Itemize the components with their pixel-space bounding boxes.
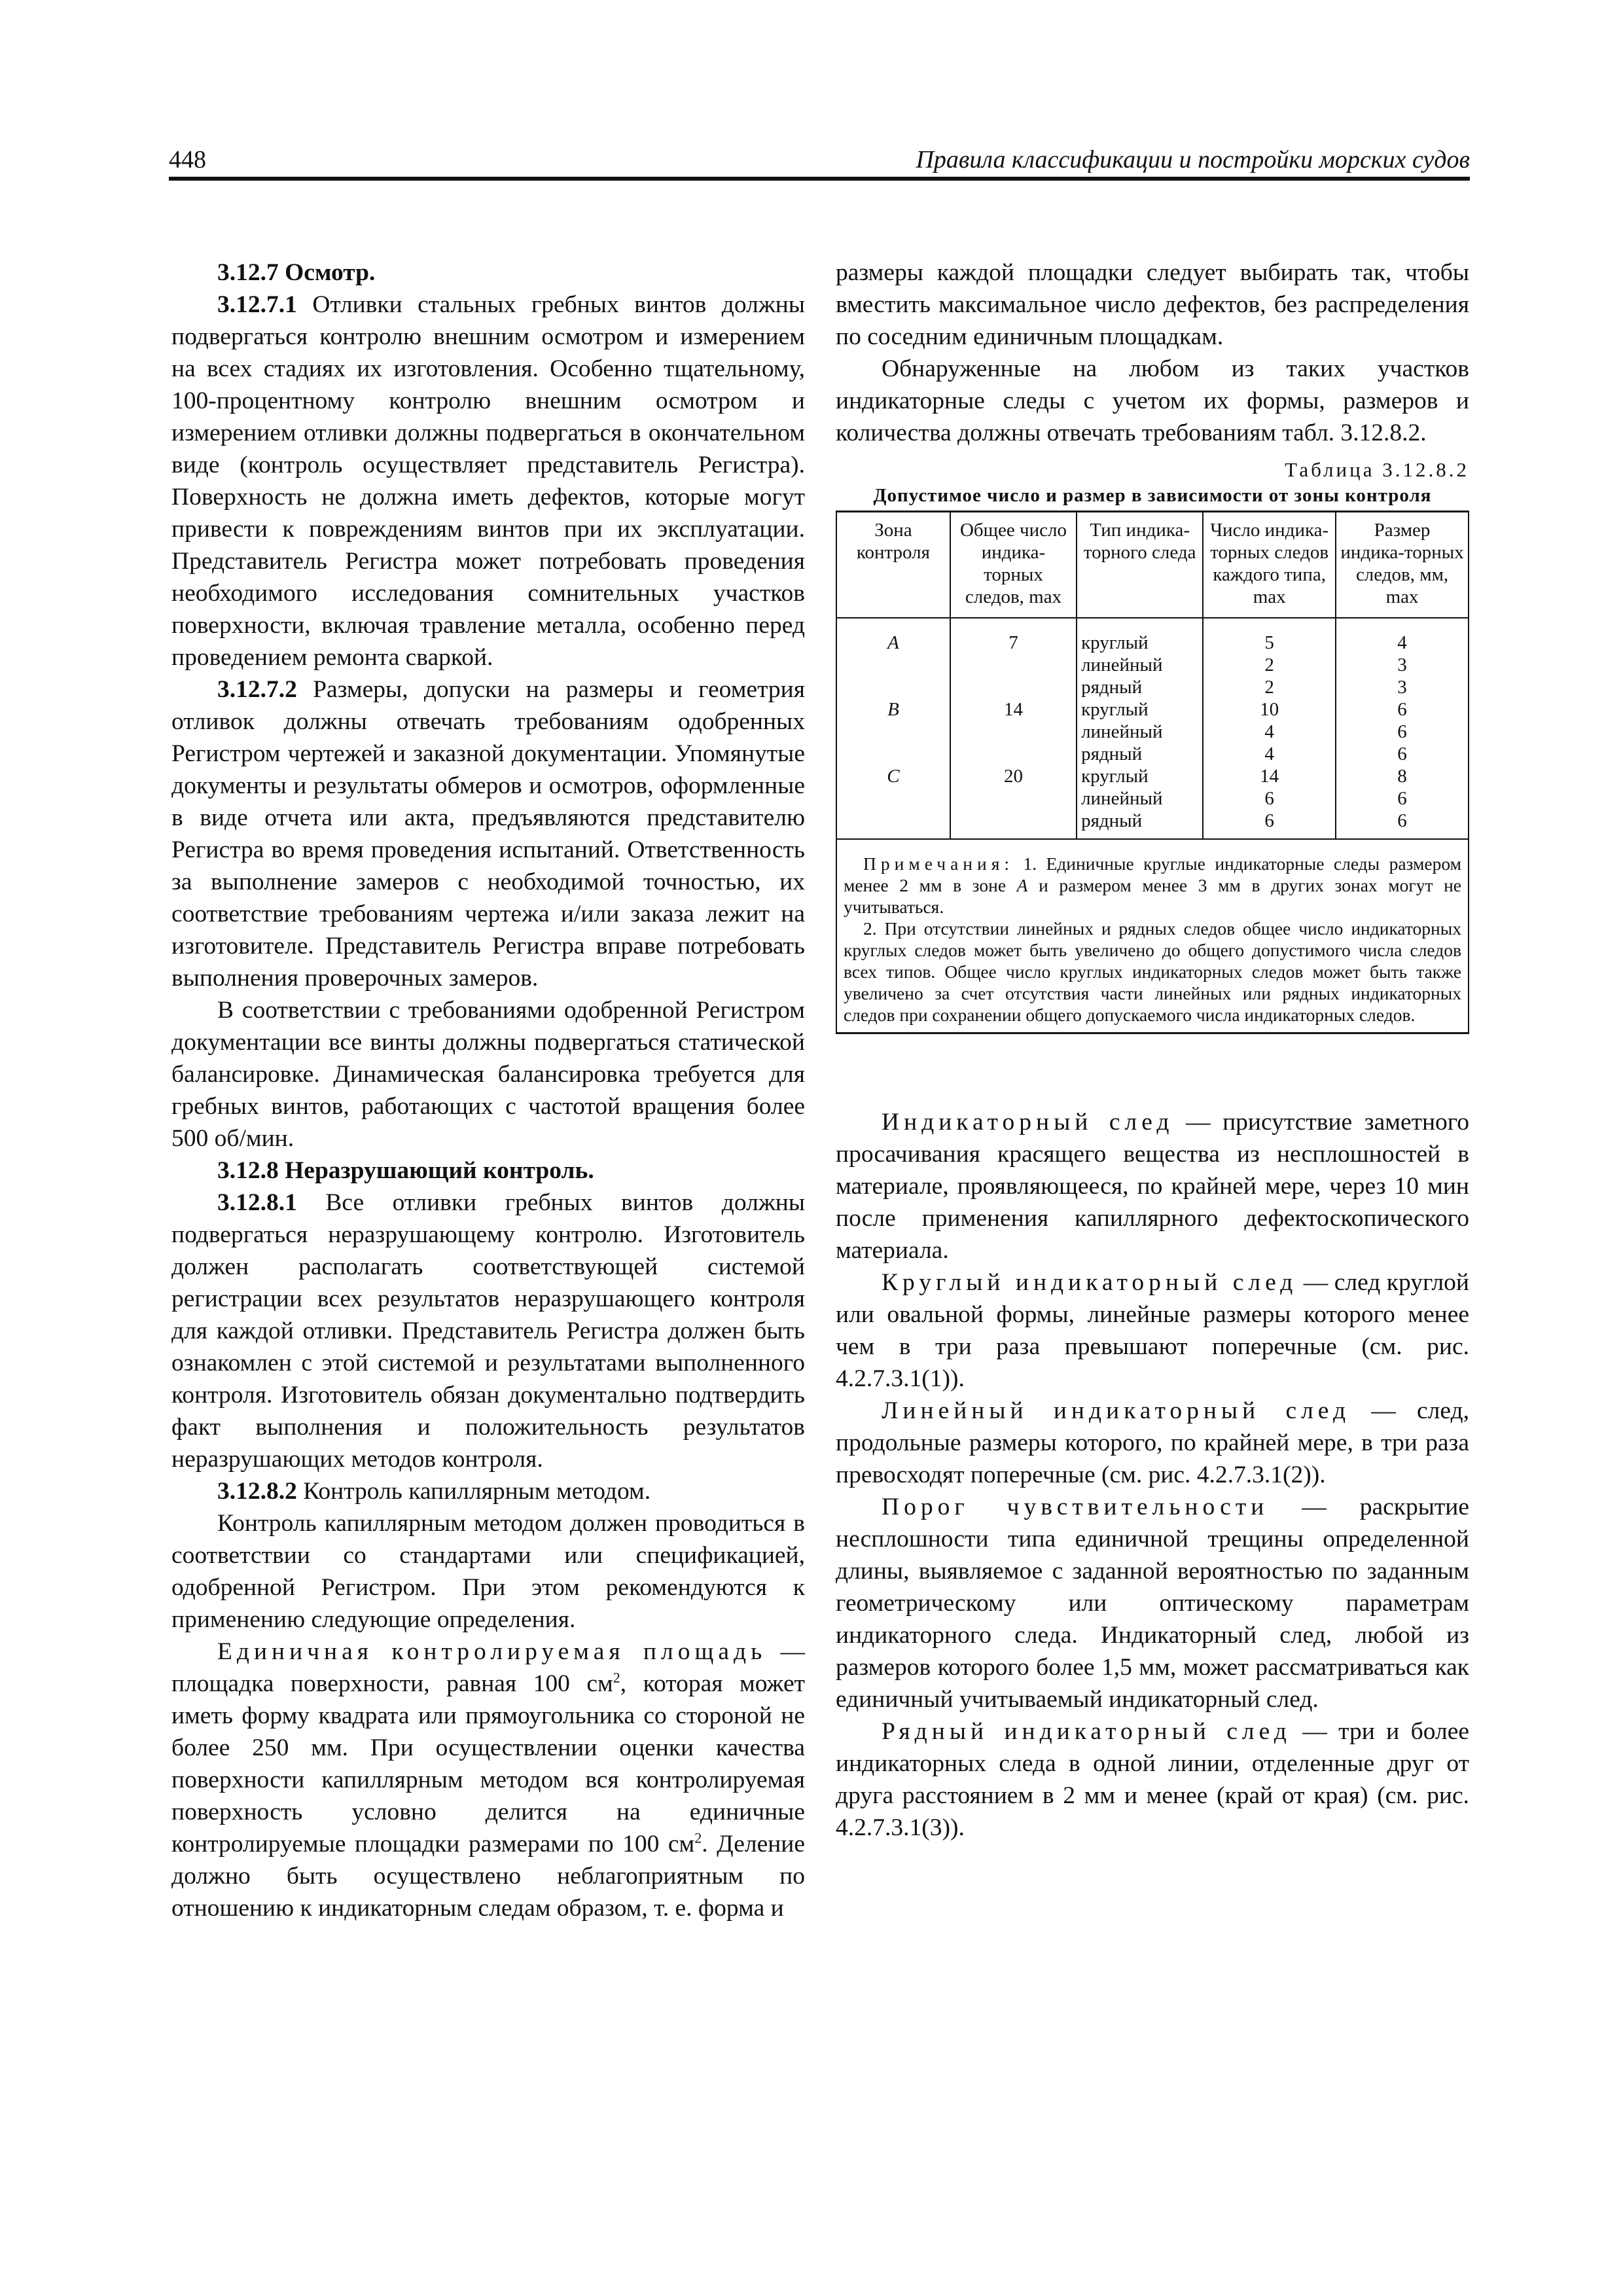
paragraph-text: Контроль капиллярным методом. bbox=[296, 1478, 651, 1505]
clause-number: 3.12.8.2 bbox=[217, 1478, 297, 1505]
paragraph-3-12-8-1 bbox=[171, 1187, 805, 1475]
table-row bbox=[836, 743, 1469, 765]
running-title: Правила классификации и постройки морских судов bbox=[916, 146, 1470, 173]
paragraph-text: Все отливки гребных винтов должны подвергаться неразрушающему контролю. Изготовитель должен располагать соответствующей системой регистрации всех результатов неразрушающего контроля для каждой отливки. Представитель Регистра должен быть ознакомлен с этой системой и результатами выполненного контроля. Изготовитель обязан документально подтвердить факт выполнения и положительность результатов неразрушающих методов контроля. bbox=[171, 1189, 805, 1473]
table-notes-row bbox=[836, 839, 1469, 1033]
paragraph-3-12-7-1 bbox=[171, 289, 805, 673]
cell-count: 4 bbox=[1203, 743, 1336, 765]
table-row bbox=[836, 787, 1469, 810]
note-2: 2. При отсутствии линейных и рядных следов общее число индикаторных круглых следов может быть увеличено до общего допустимого числа следов всех типов. Общее число круглых индикаторных следов может быть также увеличено за счет отсутствия части линейных или рядных индикаторных следов при сохранении общего допускаемого числа индикаторных следов. bbox=[844, 918, 1461, 1025]
definition-text: — присутствие заметного просачивания красящего вещества из несплошностей в материале, проявляющееся, по крайней мере, через 10 мин после применения капиллярного дефектоскопического материала. bbox=[836, 1109, 1469, 1264]
table-row bbox=[836, 676, 1469, 698]
cell-size: 6 bbox=[1336, 721, 1469, 743]
note-1 bbox=[844, 853, 1461, 918]
header-type: Тип индика-торного следа bbox=[1077, 512, 1203, 619]
cell-count: 6 bbox=[1203, 810, 1336, 839]
definition-term: Порог чувствительности bbox=[882, 1494, 1269, 1520]
definition-term: Единичная контролируемая площадь bbox=[217, 1638, 767, 1665]
cell-total: 14 bbox=[950, 698, 1077, 721]
cell-type: линейный bbox=[1077, 721, 1203, 743]
section-3-12-7-title: 3.12.7 Осмотр. bbox=[217, 259, 376, 286]
cell-count: 6 bbox=[1203, 787, 1336, 810]
cell-type: круглый bbox=[1077, 698, 1203, 721]
definition-round-trace bbox=[836, 1266, 1469, 1395]
header-total: Общее число индика-торных следов, max bbox=[950, 512, 1077, 619]
definition-row-trace bbox=[836, 1715, 1469, 1844]
cell-size: 6 bbox=[1336, 787, 1469, 810]
left-column bbox=[171, 257, 805, 1924]
cell-type: рядный bbox=[1077, 743, 1203, 765]
cell-zone: A bbox=[836, 618, 950, 654]
cell-count: 2 bbox=[1203, 676, 1336, 698]
definition-text: — раскрытие несплошности типа единичной трещины определенной длины, выявляемое с заданной вероятностью по заданным геометрическому или оптическому параметрам индикаторного следа. Индикаторный след, любой из размеров которого более 1,5 мм, может рассматриваться как единичный учитываемый индикаторный след. bbox=[836, 1494, 1469, 1713]
notes-label: Примечания: bbox=[863, 853, 1014, 874]
definition-unit-area bbox=[171, 1636, 805, 1924]
definition-text: — след круглой или овальной формы, линейные размеры которого менее чем в три раза превышают поперечные (см. рис. 4.2.7.3.1(1)). bbox=[836, 1269, 1469, 1392]
page-number: 448 bbox=[169, 146, 206, 173]
cell-type: линейный bbox=[1077, 787, 1203, 810]
definition-term: Индикаторный след bbox=[882, 1109, 1174, 1136]
table-row bbox=[836, 654, 1469, 676]
definition-indicator-trace bbox=[836, 1106, 1469, 1266]
cell-zone bbox=[836, 676, 950, 698]
paragraph-text: Отливки стальных гребных винтов должны подвергаться контролю внешним осмотром и измерением на всех стадиях их изготовления. Особенно тщательному, 100-процентному контролю внешним осмотром и измерением отливки должны подвергаться в окончательном виде (контроль осуществляет представитель Регистра). Поверхность не должна иметь дефектов, которые могут привести к повреждениям винтов при их эксплуатации. Представитель Регистра может потребовать проведения необходимого исследования сомнительных участков поверхности, включая травление металла, особенно перед проведением ремонта сваркой. bbox=[171, 291, 805, 671]
cell-count: 10 bbox=[1203, 698, 1336, 721]
cell-size: 6 bbox=[1336, 698, 1469, 721]
indications-table bbox=[836, 511, 1469, 1034]
paragraph-balancing: В соответствии с требованиями одобренной Регистром документации все винты должны подвергаться статической балансировке. Динамическая балансировка требуется для гребных винтов, работающих с частотой вращения более 500 об/мин. bbox=[171, 997, 805, 1152]
definition-term: Круглый индикаторный след bbox=[882, 1269, 1298, 1296]
cell-zone: B bbox=[836, 698, 950, 721]
cell-total bbox=[950, 676, 1077, 698]
cell-zone bbox=[836, 810, 950, 839]
cell-total bbox=[950, 810, 1077, 839]
header-zone: Зона контроля bbox=[836, 512, 950, 619]
definition-text: — площадка поверхности, равная 100 см bbox=[171, 1638, 805, 1697]
cell-zone: C bbox=[836, 765, 950, 787]
clause-number: 3.12.8.1 bbox=[217, 1189, 297, 1216]
cell-zone bbox=[836, 654, 950, 676]
definition-linear-trace bbox=[836, 1395, 1469, 1491]
cell-total bbox=[950, 743, 1077, 765]
definition-text: — три и более индикаторных следа в одной линии, отделенные друг от друга расстоянием в 2 мм и менее (край от края) (см. рис. 4.2.7.3.1(3)). bbox=[836, 1718, 1469, 1841]
cell-count: 14 bbox=[1203, 765, 1336, 787]
cell-zone bbox=[836, 721, 950, 743]
header-rule bbox=[169, 177, 1470, 181]
cell-type: рядный bbox=[1077, 676, 1203, 698]
cell-size: 8 bbox=[1336, 765, 1469, 787]
cell-total: 7 bbox=[950, 618, 1077, 654]
definition-term: Линейный индикаторный след bbox=[882, 1397, 1351, 1424]
table-body bbox=[836, 618, 1469, 839]
cell-size: 3 bbox=[1336, 676, 1469, 698]
table-row bbox=[836, 698, 1469, 721]
table-row bbox=[836, 765, 1469, 787]
cell-zone bbox=[836, 743, 950, 765]
table-title: Допустимое число и размер в зависимости от зоны контроля bbox=[873, 485, 1432, 506]
cell-type: линейный bbox=[1077, 654, 1203, 676]
cell-total: 20 bbox=[950, 765, 1077, 787]
cell-type: рядный bbox=[1077, 810, 1203, 839]
note-text: 1. Единичные круглые индикаторные следы размером менее 2 мм в зоне bbox=[844, 853, 1461, 895]
cell-type: круглый bbox=[1077, 618, 1203, 654]
table-header-row bbox=[836, 512, 1469, 619]
table-row bbox=[836, 810, 1469, 839]
paragraph-text: Контроль капиллярным методом должен проводиться в соответствии со стандартами или спецификацией, одобренной Регистром. При этом рекомендуются к применению следующие определения. bbox=[171, 1510, 805, 1633]
clause-number: 3.12.7.1 bbox=[217, 291, 297, 318]
superscript: 2 bbox=[613, 1669, 620, 1686]
note-text: и размером менее 3 мм в других зонах могут не учитываться. bbox=[844, 875, 1461, 917]
cell-count: 4 bbox=[1203, 721, 1336, 743]
cell-size: 3 bbox=[1336, 654, 1469, 676]
superscript: 2 bbox=[694, 1829, 702, 1846]
paragraph-3-12-7-2 bbox=[171, 673, 805, 994]
table-row bbox=[836, 721, 1469, 743]
cell-size: 4 bbox=[1336, 618, 1469, 654]
cell-count: 5 bbox=[1203, 618, 1336, 654]
cell-type: круглый bbox=[1077, 765, 1203, 787]
right-column bbox=[836, 257, 1469, 1844]
definition-term: Рядный индикаторный след bbox=[882, 1718, 1291, 1745]
clause-number: 3.12.7.2 bbox=[217, 676, 297, 703]
cell-total bbox=[950, 787, 1077, 810]
definition-text: — след, продольные размеры которого, по крайней мере, в три раза превосходят поперечные (см. рис. 4.2.7.3.1(2)). bbox=[836, 1397, 1469, 1488]
cell-size: 6 bbox=[1336, 743, 1469, 765]
spacer bbox=[836, 1034, 1469, 1106]
table-label: Таблица 3.12.8.2 bbox=[1285, 458, 1469, 481]
note-zone: A bbox=[1016, 875, 1028, 895]
paragraph-continued: размеры каждой площадки следует выбирать так, чтобы вместить максимальное число дефектов, без распределения по соседним единичным площадкам. bbox=[836, 259, 1469, 350]
definition-text: . Деление должно быть осуществлено неблагоприятным по отношению к индикаторным следам образом, т. е. форма и bbox=[171, 1831, 805, 1922]
cell-count: 2 bbox=[1203, 654, 1336, 676]
definition-sensitivity-threshold bbox=[836, 1491, 1469, 1715]
header-size: Размер индика-торных следов, мм, max bbox=[1336, 512, 1469, 619]
cell-zone bbox=[836, 787, 950, 810]
definition-text: , которая может иметь форму квадрата или прямоугольника со стороной не более 250 мм. При осуществлении оценки качества поверхности капиллярным методом вся контролируемая поверхность условно делится на единичные контролируемые площадки размерами по 100 см bbox=[171, 1670, 805, 1857]
cell-total bbox=[950, 654, 1077, 676]
cell-size: 6 bbox=[1336, 810, 1469, 839]
paragraph-capillary bbox=[171, 1507, 805, 1636]
paragraph-3-12-8-2 bbox=[171, 1475, 805, 1507]
section-3-12-8-title: 3.12.8 Неразрушающий контроль. bbox=[217, 1157, 594, 1184]
cell-total bbox=[950, 721, 1077, 743]
paragraph-found-traces: Обнаруженные на любом из таких участков индикаторные следы с учетом их формы, размеров и количества должны отвечать требованиям табл. 3.12.8.2. bbox=[836, 355, 1469, 446]
paragraph-text: Размеры, допуски на размеры и геометрия отливок должны отвечать требованиям одобренных Регистром чертежей и заказной документации. Упомянутые документы и результаты обмеров и осмотров, оформленные в виде отчета или акта, предъявляются представителю Регистра во время проведения испытаний. Ответственность за выполнение замеров с необходимой точностью, их соответствие требованиям чертежа и/или заказа лежит на изготовителе. Представитель Регистра вправе потребовать выполнения проверочных замеров. bbox=[171, 676, 805, 992]
table-notes bbox=[836, 839, 1469, 1033]
header-count: Число индика-торных следов каждого типа, max bbox=[1203, 512, 1336, 619]
table-row bbox=[836, 618, 1469, 654]
